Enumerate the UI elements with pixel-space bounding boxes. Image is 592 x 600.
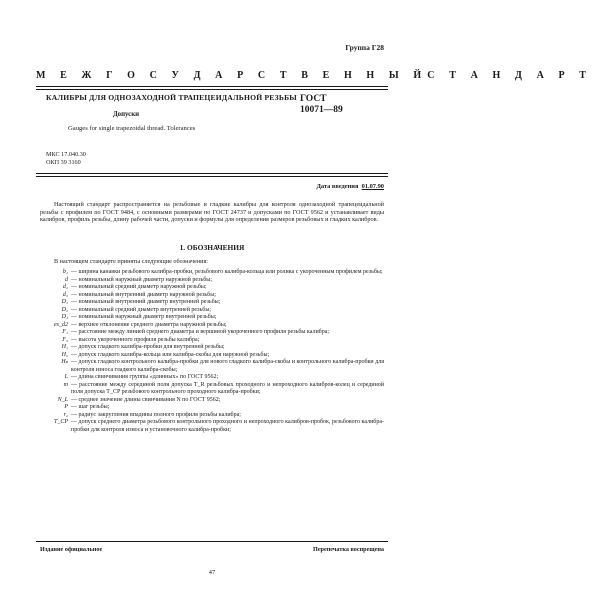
definition-text: — допуск гладкого калибра-пробки для внутренней резьбы; [71,344,225,350]
definition-text: — длина свинчивания группы «длинных» по ГОСТ 9562; [71,374,219,380]
definition-symbol: D₄ [61,314,68,320]
definition-item [48,329,384,337]
definition-symbol: m [63,381,68,388]
definition-item [48,269,384,277]
definition-text: — ширина канавки резьбового калибра-пробки, резьбового калибра-кольца или ролика с укороченным профилем резьбы; [71,269,383,275]
definition-symbol: P [64,404,68,410]
definition-symbol: H₁ [61,344,68,350]
definition-text: — допуск среднего диаметра резьбового контрольного проходного и непроходного калибров-пробок, резьбового калибра-пробки для контроля износа и установочного калибра-пробки; [71,419,384,433]
intro-date-label: Дата введения [316,183,359,190]
definition-symbol: Hₚ [61,359,68,365]
definition-item [48,322,384,330]
page-number: 47 [208,569,216,576]
header-rule-top-thin [36,89,388,90]
header-rule-bottom-thick [36,176,388,177]
definition-symbol: d₂ [62,284,68,290]
definition-item [48,397,384,405]
definition-text: — номинальный внутренний диаметр наружной резьбы; [71,291,216,298]
definition-symbol: b₁ [62,269,68,275]
definition-item [48,337,384,345]
banner-word-standard: С Т А Н Д А Р Т [427,70,592,81]
banner-word-interstate: М Е Ж Г О С У Д А Р С Т В Е Н Н Ы Й [36,70,428,81]
header-rule-bottom [36,173,388,174]
definition-text: — верхнее отклонение среднего диаметра наружной резьбы; [71,321,227,328]
document-subtitle: Допуски [113,111,140,118]
definition-item [48,412,384,420]
classification-codes [46,151,86,167]
definition-item [48,374,384,382]
definition-text: — номинальный внутренний диаметр внутренней резьбы; [71,299,221,305]
definition-text: — номинальный наружный диаметр наружной резьбы; [71,276,212,283]
official-edition-label: Издание официальное [40,546,103,553]
header-rule-top [36,86,388,87]
definition-symbol: r₂ [63,411,68,418]
definition-item [48,292,384,300]
definition-text: — расстояние между серединой поля допуска T_R резьбовых проходного и непроходного калибров-колец и серединой поля допуска T_CP резьбового контрольного проходного калибра-пробки; [71,381,384,395]
section-title: 1. ОБОЗНАЧЕНИЯ [179,243,245,252]
intro-date-value: 01.07.90 [361,183,384,190]
definition-item [48,359,384,374]
definition-item [48,284,384,292]
standard-banner [36,70,592,81]
document-title: КАЛИБРЫ ДЛЯ ОДНОЗАХОДНОЙ ТРАПЕЦЕИДАЛЬНОЙ РЕЗЬБЫ [46,93,297,102]
definition-symbol: F₁ [62,329,68,335]
definition-item [48,344,384,352]
definition-symbol: D₁ [61,299,68,305]
mks-code: МКС 17.040.30 [46,151,86,158]
gost-number: 10071—89 [300,105,343,115]
definition-text: — высота укороченного профиля резьбы калибра; [71,336,200,343]
footer-rule [36,541,388,542]
section-lead: В настоящем стандарте приняты следующие обозначения: [54,258,209,265]
definition-item [48,277,384,285]
definition-symbol: D₂ [61,306,68,313]
definition-text: — номинальный наружный диаметр внутренней резьбы; [71,314,217,320]
definition-text: — номинальный средний диаметр наружной резьбы; [71,284,207,290]
definition-symbol: d₃ [62,291,68,298]
definition-text: — шаг резьбы; [71,404,110,410]
definition-item [48,307,384,315]
intro-paragraph: Настоящий стандарт распространяется на резьбовые и гладкие калибры для контроля однозаходной трапецеидальной резьбы с профилем по ГОСТ 9484, с основными размерами по ГОСТ 24737 и допусками по ГОСТ 9562 и устанавливает виды калибров, профиль резьбы, длину рабочей части, допуски и формулы для определения размеров резьбовых и гладких калибров. [40,201,384,224]
group-code: Группа Г28 [345,43,384,52]
definition-item [48,299,384,307]
definition-item [48,419,384,434]
definition-item [48,404,384,412]
definition-item [48,314,384,322]
definitions-list [48,269,384,434]
definition-text: — расстояние между линией среднего диаметра и вершиной укороченного профиля резьбы калибра; [71,329,330,335]
definition-text: — допуск гладкого калибра-кольца или калибра-скобы для наружной резьбы; [71,351,270,358]
definition-item [48,352,384,360]
intro-date [316,183,384,190]
definition-symbol: es_d2 [54,321,68,328]
definition-symbol: d [65,276,68,283]
definition-symbol: F₃ [62,336,68,343]
definition-text: — допуск гладкого контрольного калибра-пробки для нового гладкого калибра-скобы и контрольного калибра-пробки для контроля износа гладкого калибра-скобы; [71,359,384,373]
definition-text: — среднее значение длины свинчивания N по ГОСТ 9562; [71,396,221,403]
english-title: Gauges for single trapezoidal thread. Tolerances [68,125,196,132]
reprint-prohibited-label: Перепечатка воспрещена [313,546,384,553]
definition-text: — номинальный средний диаметр внутренней резьбы; [71,306,212,313]
definition-symbol: L [64,374,68,380]
definition-symbol: H₂ [61,351,68,358]
definition-symbol: N_L [57,396,68,403]
definition-symbol: T_CP [53,419,68,425]
gost-designation [300,94,343,116]
gost-label: ГОСТ [300,94,327,104]
definition-text: — радиус закругления впадины полного профиля резьбы калибра; [71,411,241,418]
okp-code: ОКП 39 3160 [46,159,81,166]
definition-item [48,382,384,397]
